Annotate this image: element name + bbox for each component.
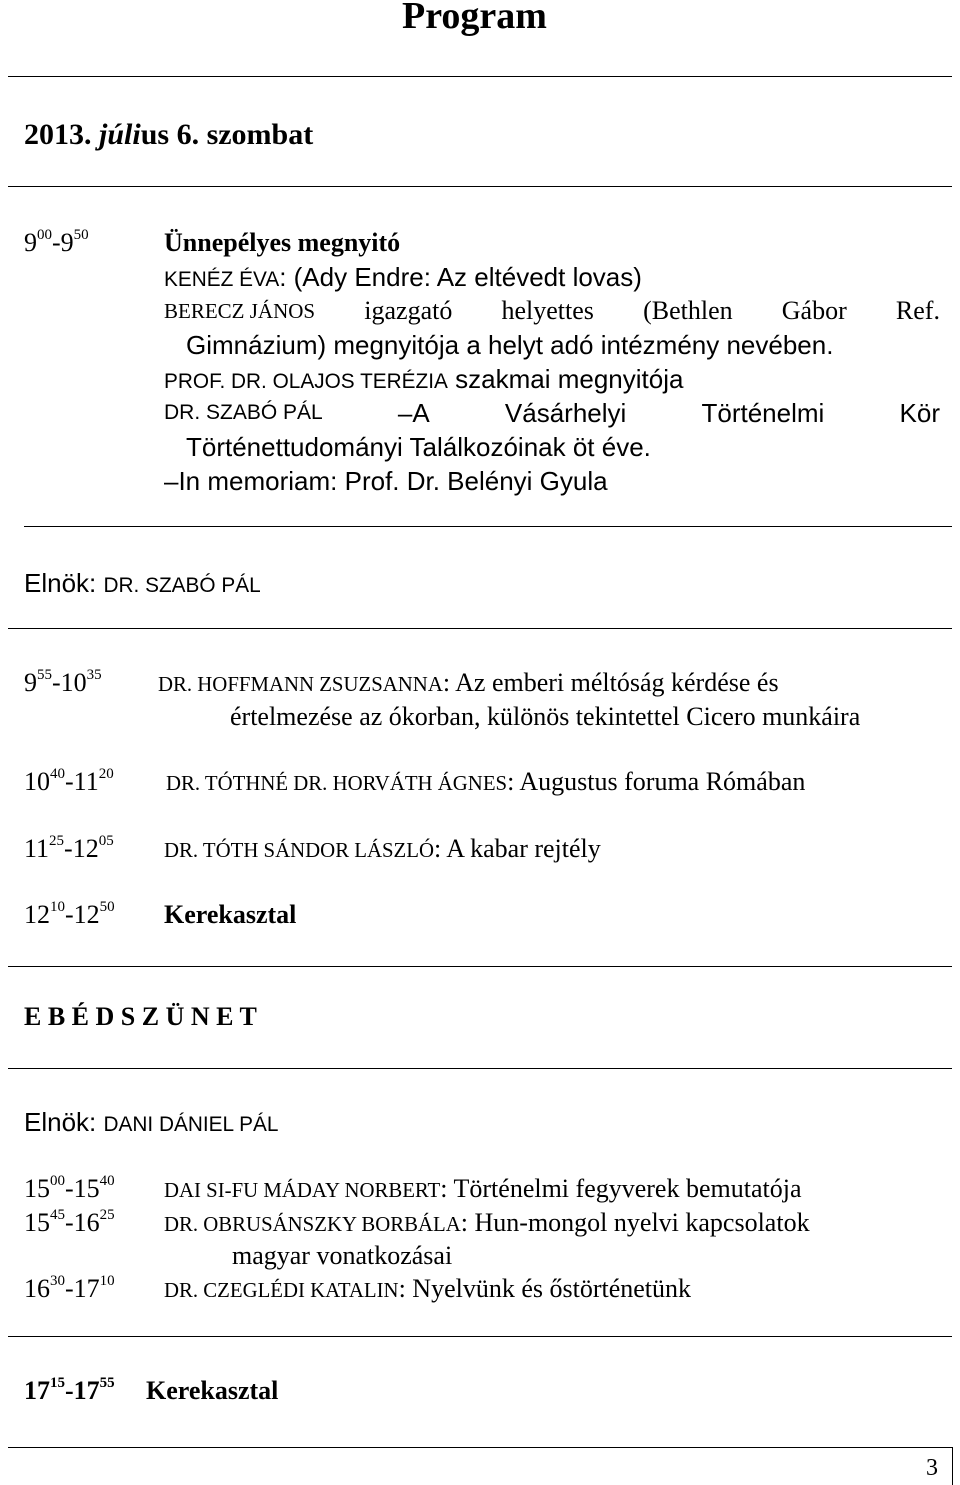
time-slot: $17^{15}-17^{55}$ [24, 1375, 115, 1405]
opening-line: BERECZ JÁNOS igazgató helyettes (Bethlen Gábor Ref. [164, 296, 940, 325]
time-slot: $10^{40}-11^{20}$ [24, 766, 114, 796]
talk-title-continuation: értelmezése az ókorban, különös tekintettel Cicero munkáira [230, 702, 861, 731]
opening-line: KENÉZ ÉVA: (Ady Endre: Az eltévedt lovas) [164, 262, 642, 292]
talk-entry: DR. TÓTHNÉ DR. HORVÁTH ÁGNES: Augustus foruma Rómában [166, 767, 806, 796]
opening-heading: Ünnepélyes megnyitó [164, 228, 401, 257]
talk-entry: DR. HOFFMANN ZSUZSANNA: Az emberi méltóság kérdése és [158, 668, 779, 697]
time-slot: $11^{25}-12^{05}$ [24, 833, 114, 863]
time-slot: $12^{10}-12^{50}$ [24, 899, 115, 929]
time-slot: $15^{45}-16^{25}$ [24, 1207, 115, 1237]
lunch-break: E B É D S Z Ü N E T [24, 1002, 257, 1031]
closing-roundtable: Kerekasztal [146, 1376, 279, 1405]
divider [8, 1068, 952, 1069]
time-slot: $15^{00}-15^{40}$ [24, 1173, 115, 1203]
opening-line: PROF. DR. OLAJOS TERÉZIA szakmai megnyitója [164, 364, 684, 394]
opening-line: Gimnázium) megnyitója a helyt adó intézmény nevében. [186, 330, 834, 360]
talk-entry: DR. TÓTH SÁNDOR LÁSZLÓ: A kabar rejtély [164, 834, 601, 863]
page-number: 3 [926, 1455, 938, 1481]
session-chair: Elnök: DR. SZABÓ PÁL [24, 568, 261, 598]
opening-line: –In memoriam: Prof. Dr. Belényi Gyula [164, 466, 608, 496]
footer-vertical-rule [952, 1447, 953, 1485]
divider [24, 526, 952, 527]
divider [8, 966, 952, 967]
page-title: Program [402, 0, 547, 37]
divider [8, 628, 952, 629]
divider [8, 76, 952, 77]
divider [8, 186, 952, 187]
talk-entry: DAI SI-FU MÁDAY NORBERT: Történelmi fegyverek bemutatója [164, 1174, 802, 1203]
roundtable: Kerekasztal [164, 900, 297, 929]
session-chair: Elnök: DANI DÁNIEL PÁL [24, 1107, 279, 1137]
divider [8, 1336, 952, 1337]
time-slot: $9^{00}-9^{50}$ [24, 227, 89, 257]
program-date: 2013. július 6. szombat [24, 118, 314, 151]
time-slot: $9^{55}-10^{35}$ [24, 667, 102, 697]
footer-divider [8, 1447, 952, 1448]
opening-line: DR. SZABÓ PÁL –A Vásárhelyi Történelmi Kör [164, 398, 940, 428]
time-slot: $16^{30}-17^{10}$ [24, 1273, 115, 1303]
opening-line: Történettudományi Találkozóinak öt éve. [186, 432, 651, 462]
talk-title-continuation: magyar vonatkozásai [232, 1241, 453, 1270]
talk-entry: DR. CZEGLÉDI KATALIN: Nyelvünk és őstörténetünk [164, 1274, 692, 1303]
talk-entry: DR. OBRUSÁNSZKY BORBÁLA: Hun-mongol nyelvi kapcsolatok [164, 1208, 810, 1237]
